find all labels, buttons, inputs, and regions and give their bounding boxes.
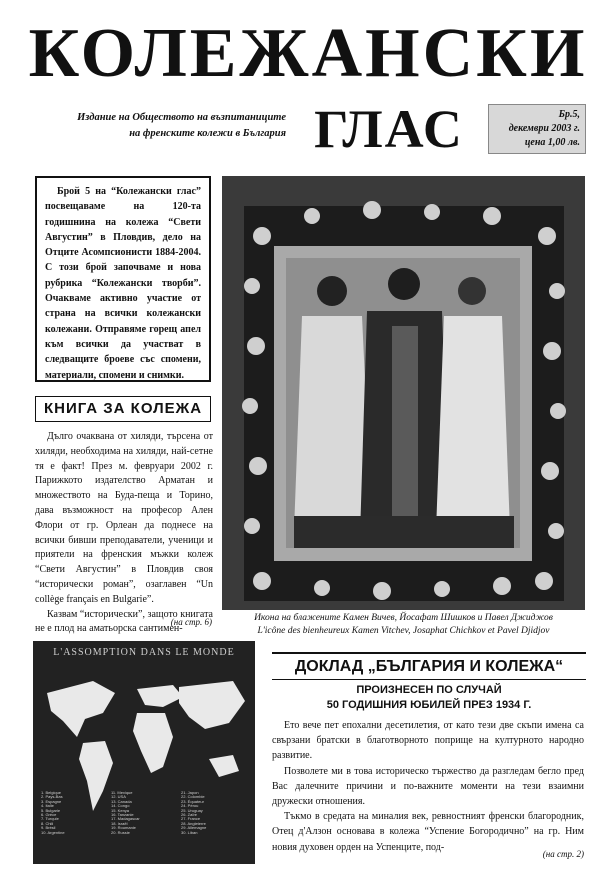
issue-price: цена 1,00 лв. [524, 137, 580, 148]
map-legend-item: 6. Grèce [41, 812, 57, 818]
map-legend-item: 29. Allemagne [181, 825, 207, 831]
map-legend-item: 15. Kenya [111, 807, 130, 813]
map-legend-item: 23. Équateur [181, 798, 204, 804]
book-paragraph-1: Дълго очаквана от хиляди, търсена от хиляди, необходима на хиляди, най-сетне тя е факт! През м. февруари 2002 г. Парижкото издателство Арматан и множеството на Буда-пеща и Торино, дава възможност на професор Ален Флори от гр. Орлеан да поднесе на всички бивши преподаватели, ученици и приятели на френския мъжки колеж “Свети Августин” в Пловдив своя “исторически роман”, озаглавен “Un collège français en Bulgarie”. [35, 431, 213, 605]
report-subtitle-line-1: ПРОИЗНЕСЕН ПО СЛУЧАЙ [356, 684, 502, 696]
map-legend-item: 8. Chili [41, 820, 54, 826]
map-legend-item: 28. Angleterre [181, 820, 206, 826]
map-legend-item: 24. Pérou [181, 803, 199, 809]
map-legend-item: 9. Brésil [41, 825, 56, 831]
map-legend-item: 1. Belgique [41, 790, 62, 795]
report-paragraph-1: Ето вече пет епохални десетилетия, от като тези две скъпи имена са свързани братски в благотворното поприще на културното народно развитие. [272, 720, 584, 762]
report-continued-link[interactable]: (на стр. 2) [542, 849, 584, 859]
map-legend-item: 5. Bulgarie [41, 807, 61, 813]
map-legend-item: 4. Italie [41, 803, 54, 809]
map-legend-item: 27. France [181, 816, 201, 822]
map-legend-item: 19. Roumanie [111, 825, 136, 831]
report-subtitle [272, 683, 586, 713]
report-paragraph-3: Тъкмо в средата на миналия век, ревностният френски благородник, Отец д'Алзон основава в колежа “Успение Богородично” на гр. Ним новия духовен орден на Успенците, под- [272, 811, 584, 853]
icon-photo-graphic [222, 176, 585, 610]
subtitle-line-1: Издание на Обществото на възпитаниците [77, 112, 286, 123]
map-legend-item: 30. Liban [181, 829, 198, 835]
map-legend-item: 12. USA [111, 794, 126, 800]
icon-photo [222, 176, 585, 610]
report-article [272, 718, 584, 855]
subtitle-line-2: на френските колежи в България [129, 128, 286, 139]
masthead-title-2: ГЛАС [314, 99, 464, 159]
photo-caption [222, 612, 585, 638]
map-legend-item: 16. Tanzanie [111, 812, 134, 818]
book-continued-link[interactable]: (на стр. 6) [170, 617, 212, 627]
map-legend-item: 11. Mexique [111, 790, 133, 795]
masthead-title: КОЛЕЖАНСКИ [28, 15, 588, 92]
book-paragraph-2: Казвам “исторически”, защото книгата не е плод на аматьорска сантимен- [35, 608, 213, 635]
map-legend-item: 10. Argentine [41, 829, 65, 835]
map-legend [41, 791, 247, 857]
map-legend-item: 3. Espagne [41, 798, 62, 804]
map-legend-item: 25. Uruguay [181, 807, 203, 813]
map-legend-item: 22. Colombie [181, 794, 205, 800]
map-legend-item: 18. Israël [111, 820, 128, 826]
world-map [33, 641, 255, 864]
book-section-title: КНИГА ЗА КОЛЕЖА [35, 396, 211, 422]
map-title: L'ASSOMPTION DANS LE MONDE [53, 647, 235, 658]
editorial-box: Брой 5 на “Колежански глас” посвещаваме на 120-та годишнина на колежа “Свети Августин” в Пловдив, дело на Отците Асомпсионисти 1884-2004. С този брой започваме и нова рубрика “Колежански творби”. Очакваме активно участие от страна на всички колежански колежани. Отправяме горещ апел към всички да участват в следващите броеве със спомени, материали, спомени и снимки. [35, 176, 211, 382]
map-legend-item: 7. Turquie [41, 816, 59, 822]
issue-box [488, 104, 586, 154]
report-paragraph-2: Позволете ми в това историческо тържество да разгледам бегло пред Вас далечните причини и по-важните моменти на тези взаимни дружески отношения. [272, 765, 584, 808]
map-legend-item: 21. Japon [181, 790, 199, 795]
masthead-subtitle [60, 110, 286, 142]
map-legend-item: 17. Madagascar [111, 816, 140, 822]
photo-caption-bg: Икона на блажените Камен Вичев, Йосафат Шишков и Павел Джиджов [254, 613, 553, 623]
issue-number: Бр.5, [558, 109, 580, 120]
map-legend-item: 2. Pays-Bas [41, 794, 63, 800]
map-legend-item: 13. Canada [111, 798, 132, 804]
report-section-title: ДОКЛАД „БЪЛГАРИЯ И КОЛЕЖА“ [272, 652, 586, 680]
map-legend-item: 20. Russie [111, 829, 130, 835]
photo-caption-fr: L'icône des bienheureux Kamen Vitchev, Josaphat Chichkov et Pavel Djidjov [257, 626, 550, 636]
map-legend-item: 14. Congo [111, 803, 130, 809]
book-article [35, 430, 213, 637]
issue-date: декември 2003 г. [508, 123, 580, 134]
report-subtitle-line-2: 50 ГОДИШНИЯ ЮБИЛЕЙ ПРЕЗ 1934 Г. [326, 699, 532, 711]
map-legend-item: 26. Zaïre [181, 812, 198, 818]
